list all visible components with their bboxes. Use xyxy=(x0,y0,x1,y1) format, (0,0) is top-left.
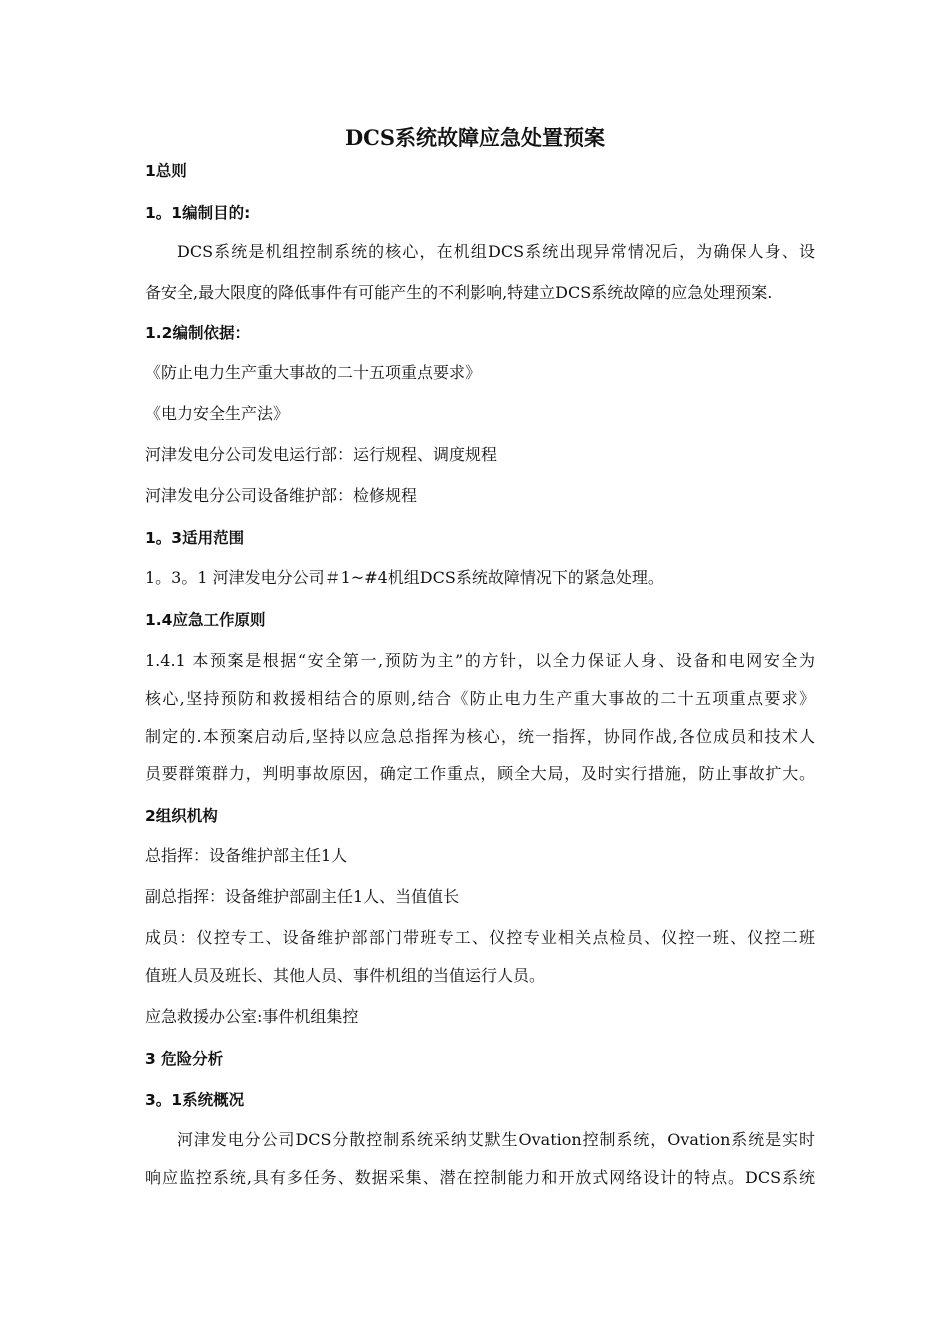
org-item: 值班人员及班长、其他人员、事件机组的当值运行人员。 xyxy=(145,966,546,985)
org-item: 副总指挥：设备维护部副主任1人、当值值长 xyxy=(145,887,460,906)
reference-item: 《防止电力生产重大事故的二十五项重点要求》 xyxy=(145,363,482,382)
paragraph-line: 河津发电分公司DCS分散控制系统采纳艾默生Ovation控制系统，Ovation系统是实时 xyxy=(177,1130,815,1149)
subsection-heading: 1。3适用范围 xyxy=(145,529,245,547)
paragraph-line: 1。3。1 河津发电分公司＃1~#4机组DCS系统故障情况下的紧急处理。 xyxy=(145,568,664,587)
subsection-heading: 1.4应急工作原则 xyxy=(145,611,266,629)
section-heading: 1总则 xyxy=(145,162,187,180)
document-title: DCS系统故障应急处置预案 xyxy=(344,125,606,150)
subsection-heading: 1.2编制依据： xyxy=(145,324,250,342)
paragraph-line: 制定的.本预案启动后,坚持以应急总指挥为核心，统一指挥，协同作战,各位成员和技术人 xyxy=(145,727,815,746)
reference-item: 河津发电分公司发电运行部：运行规程、调度规程 xyxy=(145,445,498,464)
subsection-heading: 3。1系统概况 xyxy=(145,1091,245,1109)
paragraph-line: 员要群策群力，判明事故原因，确定工作重点，顾全大局，及时实行措施，防止事故扩大。 xyxy=(145,764,815,783)
paragraph-line: 备安全,最大限度的降低事件有可能产生的不利影响,特建立DCS系统故障的应急处理预案. xyxy=(145,283,773,302)
section-heading: 3 危险分析 xyxy=(145,1050,224,1068)
subsection-heading: 1。1编制目的: xyxy=(145,204,251,222)
section-heading: 2组织机构 xyxy=(145,807,218,825)
org-item: 总指挥：设备维护部主任1人 xyxy=(145,846,348,865)
paragraph-line: 1.4.1 本预案是根据“安全第一,预防为主”的方针，以全力保证人身、设备和电网安全为 xyxy=(145,651,815,670)
paragraph-line: 响应监控系统,具有多任务、数据采集、潜在控制能力和开放式网络设计的特点。DCS系统 xyxy=(145,1168,815,1187)
org-item: 应急救援办公室:事件机组集控 xyxy=(145,1007,359,1026)
reference-item: 《电力安全生产法》 xyxy=(145,404,290,423)
paragraph-line: 核心,坚持预防和救援相结合的原则,结合《防止电力生产重大事故的二十五项重点要求》 xyxy=(145,689,815,708)
reference-item: 河津发电分公司设备维护部：检修规程 xyxy=(145,486,418,505)
org-item: 成员：仪控专工、设备维护部部门带班专工、仪控专业相关点检员、仪控一班、仪控二班 xyxy=(145,928,815,947)
paragraph-line: DCS系统是机组控制系统的核心，在机组DCS系统出现异常情况后，为确保人身、设 xyxy=(177,242,815,261)
